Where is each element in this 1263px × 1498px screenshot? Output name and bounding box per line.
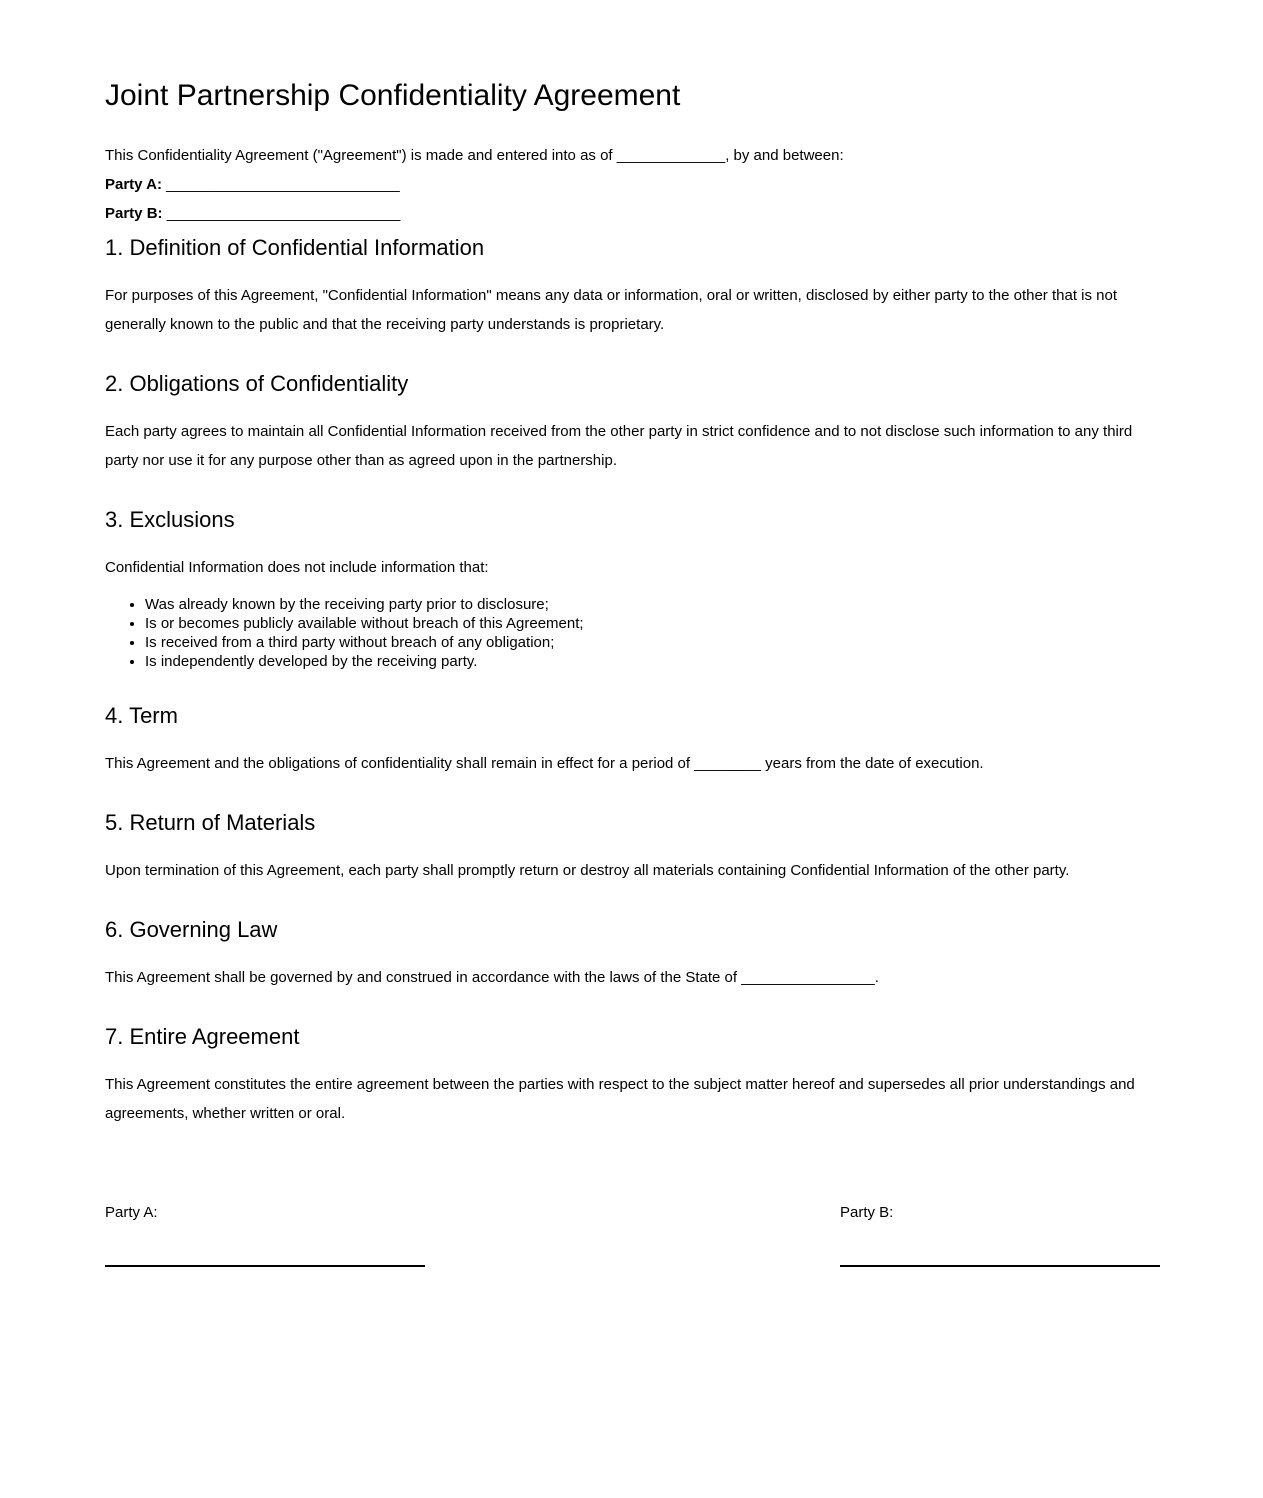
section-entire-agreement <box>105 1023 1160 1128</box>
list-item: • Is received from a third party without breach of any obligation; <box>145 633 1160 652</box>
signature-party-b-label: Party B: <box>840 1204 894 1221</box>
section-body: Each party agrees to maintain all Confidential Information received from the other party in strict confidence and to not disclose such information to any third party nor use it for any purpose other than as agreed upon in the partnership. <box>105 423 1133 469</box>
section-term <box>105 702 1160 778</box>
party-a-blank: ____________________________ <box>166 176 400 193</box>
section-body: Confidential Information does not include information that: <box>105 559 489 576</box>
exclusion-list <box>105 595 1160 671</box>
list-item: • Is or becomes publicly available without breach of this Agreement; <box>145 614 1160 633</box>
section-heading: 6. Governing Law <box>105 917 278 942</box>
list-item: • Was already known by the receiving party prior to disclosure; <box>145 595 1160 614</box>
intro-opening: This Confidentiality Agreement ("Agreement") is made and entered into as of _____________, by and between: <box>105 147 844 164</box>
intro-paragraph <box>105 141 1160 228</box>
section-exclusions <box>105 506 1160 671</box>
section-heading: 7. Entire Agreement <box>105 1024 300 1049</box>
signature-party-a-label: Party A: <box>105 1204 158 1221</box>
signature-block-party-a <box>105 1204 425 1267</box>
signature-block-party-b <box>840 1204 1160 1267</box>
section-heading: 5. Return of Materials <box>105 810 316 835</box>
section-body: For purposes of this Agreement, "Confidential Information" means any data or information, oral or written, disclosed by either party to the other that is not generally known to the public and that the receiving party understands is proprietary. <box>105 287 1118 333</box>
page-title: Joint Partnership Confidentiality Agreement <box>105 79 681 112</box>
section-body: Upon termination of this Agreement, each party shall promptly return or destroy all materials containing Confidential Information of the other party. <box>105 862 1070 879</box>
section-heading: 1. Definition of Confidential Information <box>105 235 485 260</box>
section-body: This Agreement shall be governed by and construed in accordance with the laws of the State of ________________. <box>105 969 879 986</box>
section-obligations <box>105 370 1160 475</box>
party-b-blank: ____________________________ <box>166 205 401 222</box>
section-heading: 2. Obligations of Confidentiality <box>105 371 409 396</box>
section-body: This Agreement constitutes the entire agreement between the parties with respect to the subject matter hereof and supersedes all prior understandings and agreements, whether written or oral. <box>105 1076 1135 1122</box>
party-b-label: Party B: <box>105 205 163 222</box>
section-body: This Agreement and the obligations of confidentiality shall remain in effect for a period of ________ years from the date of execution. <box>105 755 984 772</box>
section-governing-law <box>105 916 1160 992</box>
signature-row <box>105 1204 1160 1267</box>
signature-line-party-a <box>105 1265 425 1267</box>
list-item: • Is independently developed by the receiving party. <box>145 652 1160 671</box>
section-heading: 4. Term <box>105 703 178 728</box>
section-return-of-materials <box>105 809 1160 885</box>
party-a-label: Party A: <box>105 176 162 193</box>
signature-line-party-b <box>840 1265 1160 1267</box>
section-heading: 3. Exclusions <box>105 507 235 532</box>
section-definition <box>105 234 1160 339</box>
